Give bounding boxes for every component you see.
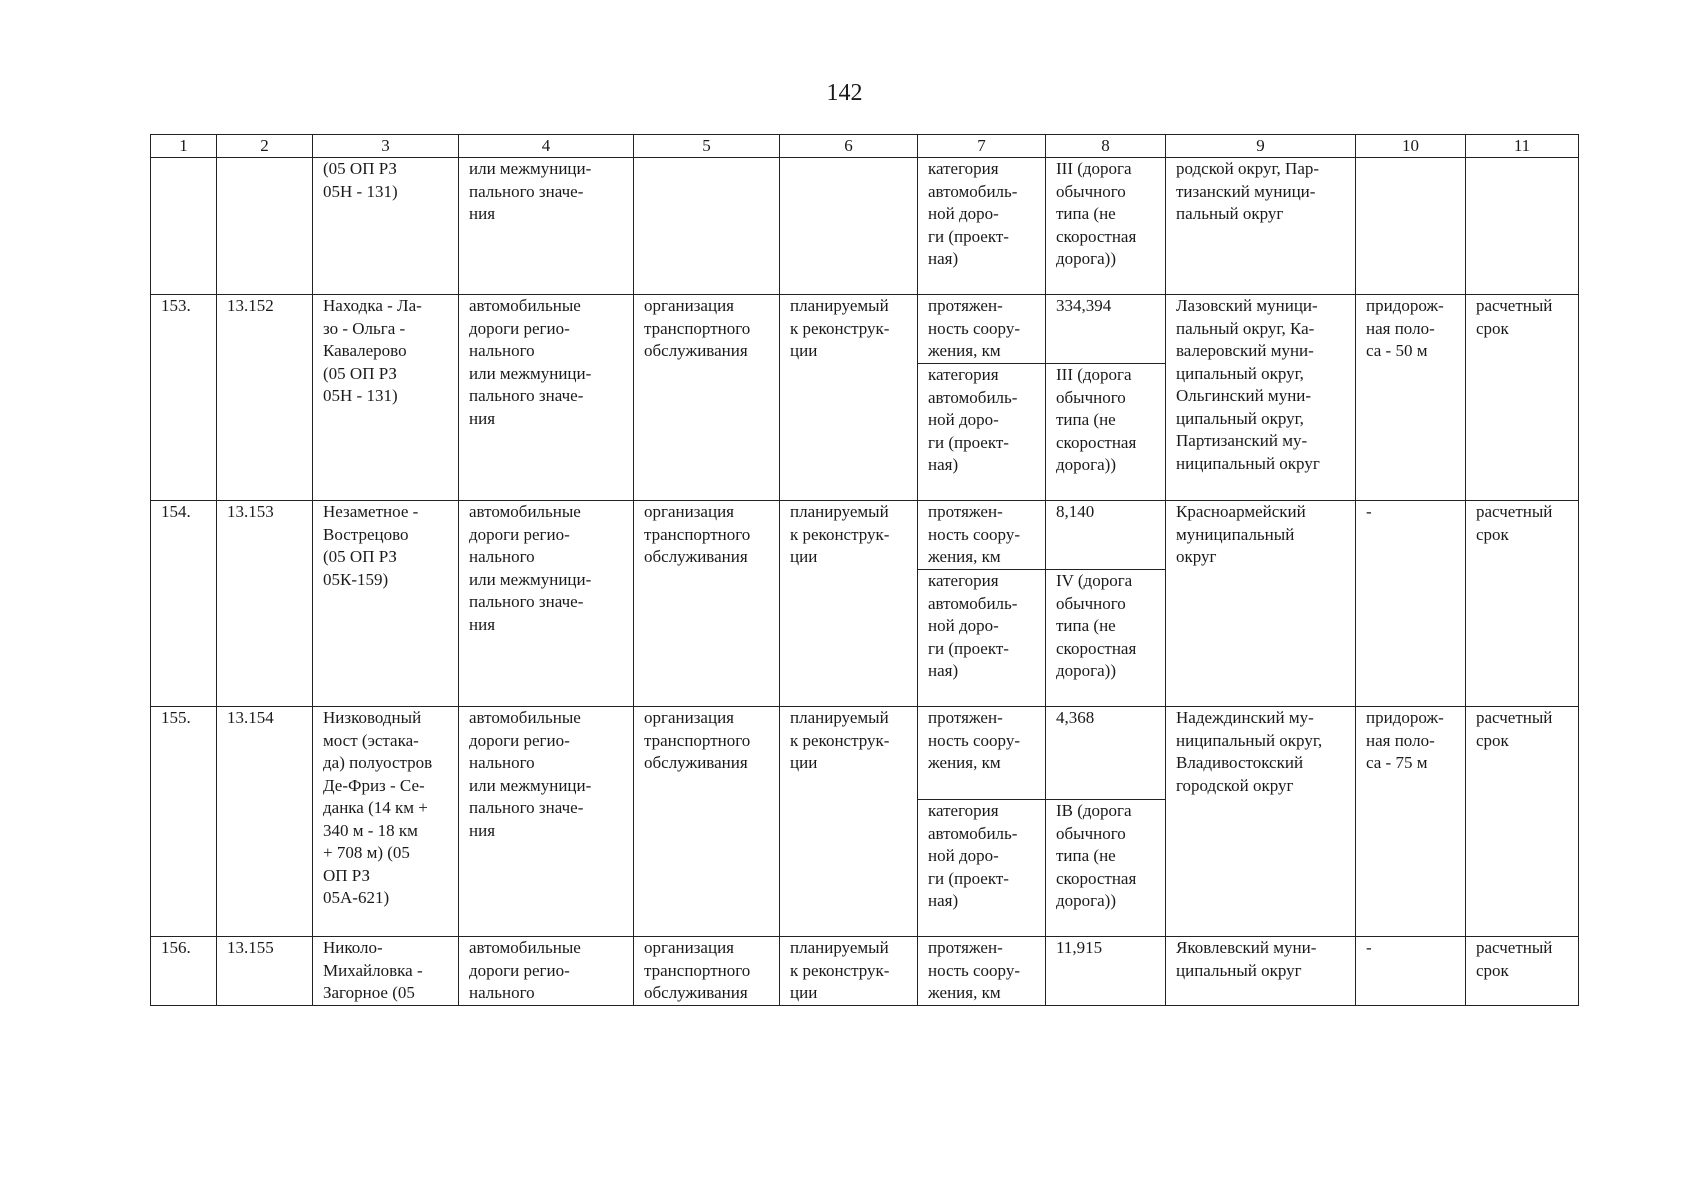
- cell-purpose: организация транспортного обслуживания: [634, 501, 780, 707]
- planning-table: [150, 134, 1579, 1006]
- cell-purpose: организация транспортного обслуживания: [634, 707, 780, 937]
- column-number: 8: [1046, 135, 1166, 158]
- cell-road-name: Николо- Михайловка - Загорное (05: [313, 937, 459, 1006]
- cell-object-type: или межмуници- пального значе- ния: [459, 158, 634, 295]
- cell-number: [151, 158, 217, 295]
- cell-value: 334,394: [1046, 295, 1166, 364]
- cell-value: 8,140: [1046, 501, 1166, 570]
- cell-road-name: Незаметное - Вострецово (05 ОП РЗ 05К-159): [313, 501, 459, 707]
- cell-object-type: автомобильные дороги регио- нального или межмуници- пального значе- ния: [459, 295, 634, 501]
- cell-zone: [1356, 158, 1466, 295]
- cell-value: 11,915: [1046, 937, 1166, 1006]
- cell-location: Яковлевский муни- ципальный округ: [1166, 937, 1356, 1006]
- cell-code: 13.153: [217, 501, 313, 707]
- cell-number: 153.: [151, 295, 217, 501]
- cell-parameter: протяжен- ность соору- жения, км: [918, 501, 1046, 570]
- cell-location: родской округ, Пар- тизанский муници- пальный округ: [1166, 158, 1356, 295]
- table-row: [151, 501, 1579, 570]
- cell-number: 154.: [151, 501, 217, 707]
- cell-value: IB (дорога обычного типа (не скоростная дорога)): [1046, 800, 1166, 937]
- cell-zone: -: [1356, 937, 1466, 1006]
- cell-value: 4,368: [1046, 707, 1166, 800]
- cell-zone: придорож- ная поло- са - 75 м: [1356, 707, 1466, 937]
- cell-parameter: категория автомобиль- ной доро- ги (проект- ная): [918, 364, 1046, 501]
- cell-code: [217, 158, 313, 295]
- column-number-row: [151, 135, 1579, 158]
- cell-term: расчетный срок: [1466, 295, 1579, 501]
- cell-road-name: (05 ОП РЗ 05Н - 131): [313, 158, 459, 295]
- cell-value: IV (дорога обычного типа (не скоростная дорога)): [1046, 570, 1166, 707]
- column-number: 9: [1166, 135, 1356, 158]
- cell-parameter: категория автомобиль- ной доро- ги (проект- ная): [918, 570, 1046, 707]
- cell-location: Надеждинский му- ниципальный округ, Владивостокский городской округ: [1166, 707, 1356, 937]
- cell-term: [1466, 158, 1579, 295]
- cell-location: Красноармейский муниципальный округ: [1166, 501, 1356, 707]
- cell-parameter: категория автомобиль- ной доро- ги (проект- ная): [918, 158, 1046, 295]
- cell-status: [780, 158, 918, 295]
- column-number: 7: [918, 135, 1046, 158]
- cell-parameter: протяжен- ность соору- жения, км: [918, 295, 1046, 364]
- column-number: 4: [459, 135, 634, 158]
- cell-object-type: автомобильные дороги регио- нального или межмуници- пального значе- ния: [459, 707, 634, 937]
- cell-zone: -: [1356, 501, 1466, 707]
- cell-road-name: Находка - Ла- зо - Ольга - Кавалерово (05 ОП РЗ 05Н - 131): [313, 295, 459, 501]
- column-number: 1: [151, 135, 217, 158]
- cell-road-name: Низководный мост (эстака- да) полуостров Де-Фриз - Се- данка (14 км + 340 м - 18 км + 708 м) (05 ОП РЗ 05А-621): [313, 707, 459, 937]
- table-row: [151, 937, 1579, 1006]
- cell-object-type: автомобильные дороги регио- нального или межмуници- пального значе- ния: [459, 501, 634, 707]
- cell-code: 13.155: [217, 937, 313, 1006]
- cell-term: расчетный срок: [1466, 707, 1579, 937]
- cell-status: планируемый к реконструк- ции: [780, 295, 918, 501]
- cell-parameter: протяжен- ность соору- жения, км: [918, 707, 1046, 800]
- cell-status: планируемый к реконструк- ции: [780, 937, 918, 1006]
- column-number: 10: [1356, 135, 1466, 158]
- cell-code: 13.154: [217, 707, 313, 937]
- cell-term: расчетный срок: [1466, 937, 1579, 1006]
- cell-parameter: категория автомобиль- ной доро- ги (проект- ная): [918, 800, 1046, 937]
- table-row: [151, 295, 1579, 364]
- column-number: 11: [1466, 135, 1579, 158]
- column-number: 3: [313, 135, 459, 158]
- cell-number: 156.: [151, 937, 217, 1006]
- cell-value: III (дорога обычного типа (не скоростная дорога)): [1046, 364, 1166, 501]
- cell-object-type: автомобильные дороги регио- нального: [459, 937, 634, 1006]
- column-number: 5: [634, 135, 780, 158]
- cell-parameter: протяжен- ность соору- жения, км: [918, 937, 1046, 1006]
- cell-number: 155.: [151, 707, 217, 937]
- cell-purpose: организация транспортного обслуживания: [634, 937, 780, 1006]
- cell-location: Лазовский муници- пальный округ, Ка- валеровский муни- ципальный округ, Ольгинский муни- ципальный округ, Партизанский му- ниципальный округ: [1166, 295, 1356, 501]
- cell-status: планируемый к реконструк- ции: [780, 707, 918, 937]
- column-number: 2: [217, 135, 313, 158]
- cell-zone: придорож- ная поло- са - 50 м: [1356, 295, 1466, 501]
- cell-value: III (дорога обычного типа (не скоростная дорога)): [1046, 158, 1166, 295]
- cell-code: 13.152: [217, 295, 313, 501]
- cell-purpose: организация транспортного обслуживания: [634, 295, 780, 501]
- table-row: [151, 707, 1579, 800]
- table-row-continuation: [151, 158, 1579, 295]
- page-number: 142: [826, 80, 863, 106]
- column-number: 6: [780, 135, 918, 158]
- cell-term: расчетный срок: [1466, 501, 1579, 707]
- cell-status: планируемый к реконструк- ции: [780, 501, 918, 707]
- cell-purpose: [634, 158, 780, 295]
